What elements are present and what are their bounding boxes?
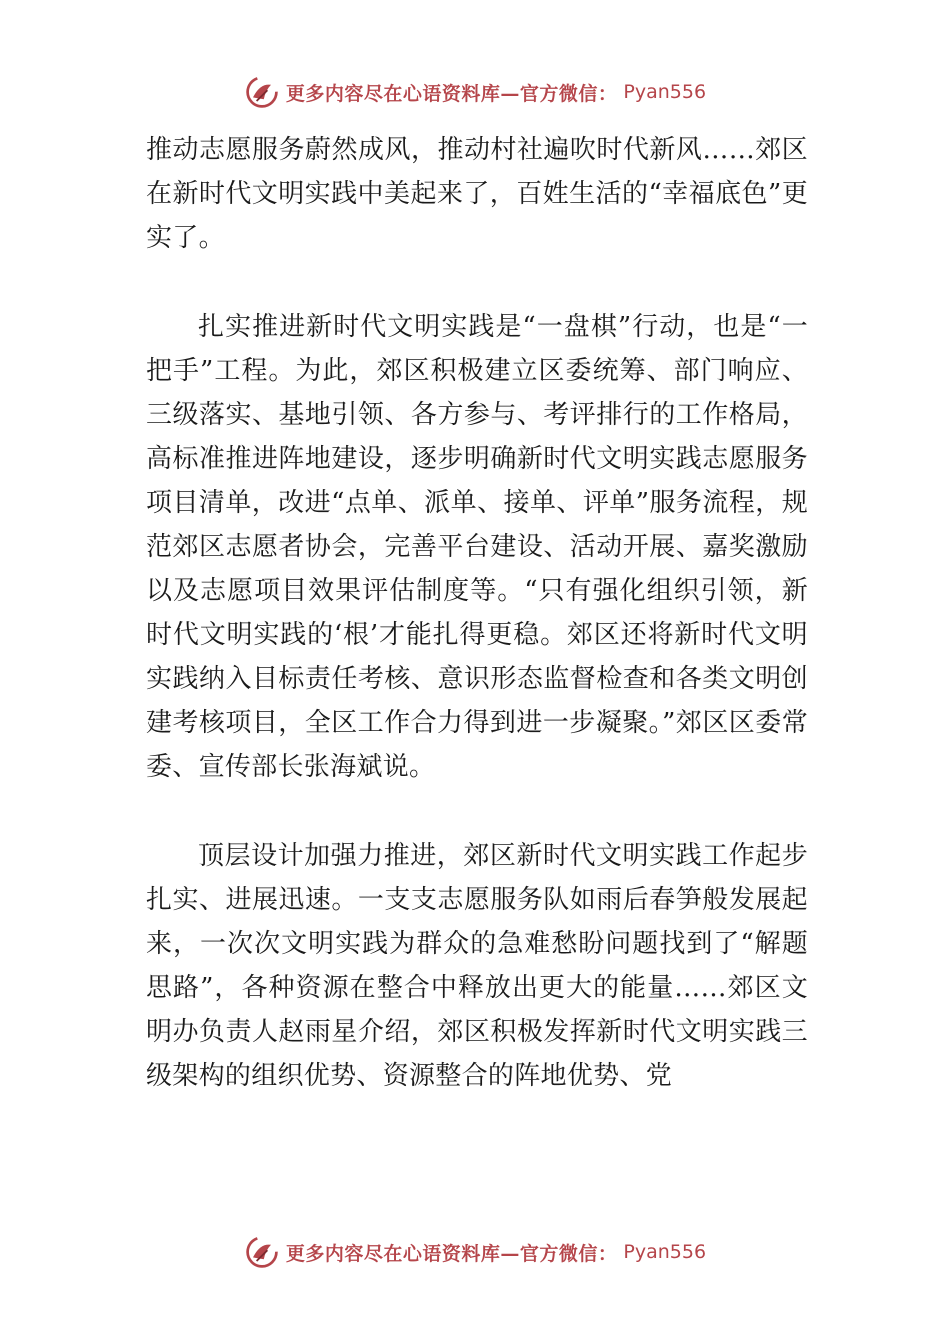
paragraph-2: 扎实推进新时代文明实践是“一盘棋”行动，也是“一把手”工程。为此，郊区积极建立区委统筹、部门响应、三级落实、基地引领、各方参与、考评排行的工作格局，高标准推进阵地建设，逐步明确新时代文明实践志愿服务项目清单，改进“点单、派单、接单、评单”服务流程，规范郊区志愿者协会，完善平台建设、活动开展、嘉奖激励以及志愿项目效果评估制度等。“只有强化组织引领，新时代文明实践的‘根’才能扎得更稳。郊区还将新时代文明实践纳入目标责任考核、意识形态监督检查和各类文明创建考核项目，全区工作合力得到进一步凝聚。”郊区区委常委、宣传部长张海斌说。 <box>146 312 808 782</box>
paragraph-spacer <box>146 789 808 834</box>
footer-watermark <box>0 1232 950 1272</box>
paragraph-3: 顶层设计加强力推进，郊区新时代文明实践工作起步扎实、进展迅速。一支支志愿服务队如雨后春笋般发展起来，一次次文明实践为群众的急难愁盼问题找到了“解题思路”，各种资源在整合中释放出更大的能量……郊区文明办负责人赵雨星介绍，郊区积极发挥新时代文明实践三级架构的组织优势、资源整合的阵地优势、党 <box>146 841 808 1091</box>
red-seal-logo-icon <box>244 74 280 110</box>
watermark-text: 更多内容尽在心语资料库—官方微信： <box>285 1242 618 1265</box>
paragraph-spacer <box>146 260 808 305</box>
header-watermark <box>0 72 950 112</box>
watermark-wechat-id: Pyan556 <box>623 81 707 103</box>
watermark-text: 更多内容尽在心语资料库—官方微信： <box>285 82 618 105</box>
document-body <box>146 128 808 1098</box>
red-seal-logo-icon <box>244 1234 280 1270</box>
watermark-wechat-id: Pyan556 <box>623 1241 707 1263</box>
paragraph-1: 推动志愿服务蔚然成风，推动村社遍吹时代新风……郊区在新时代文明实践中美起来了，百姓生活的“幸福底色”更实了。 <box>146 135 808 253</box>
